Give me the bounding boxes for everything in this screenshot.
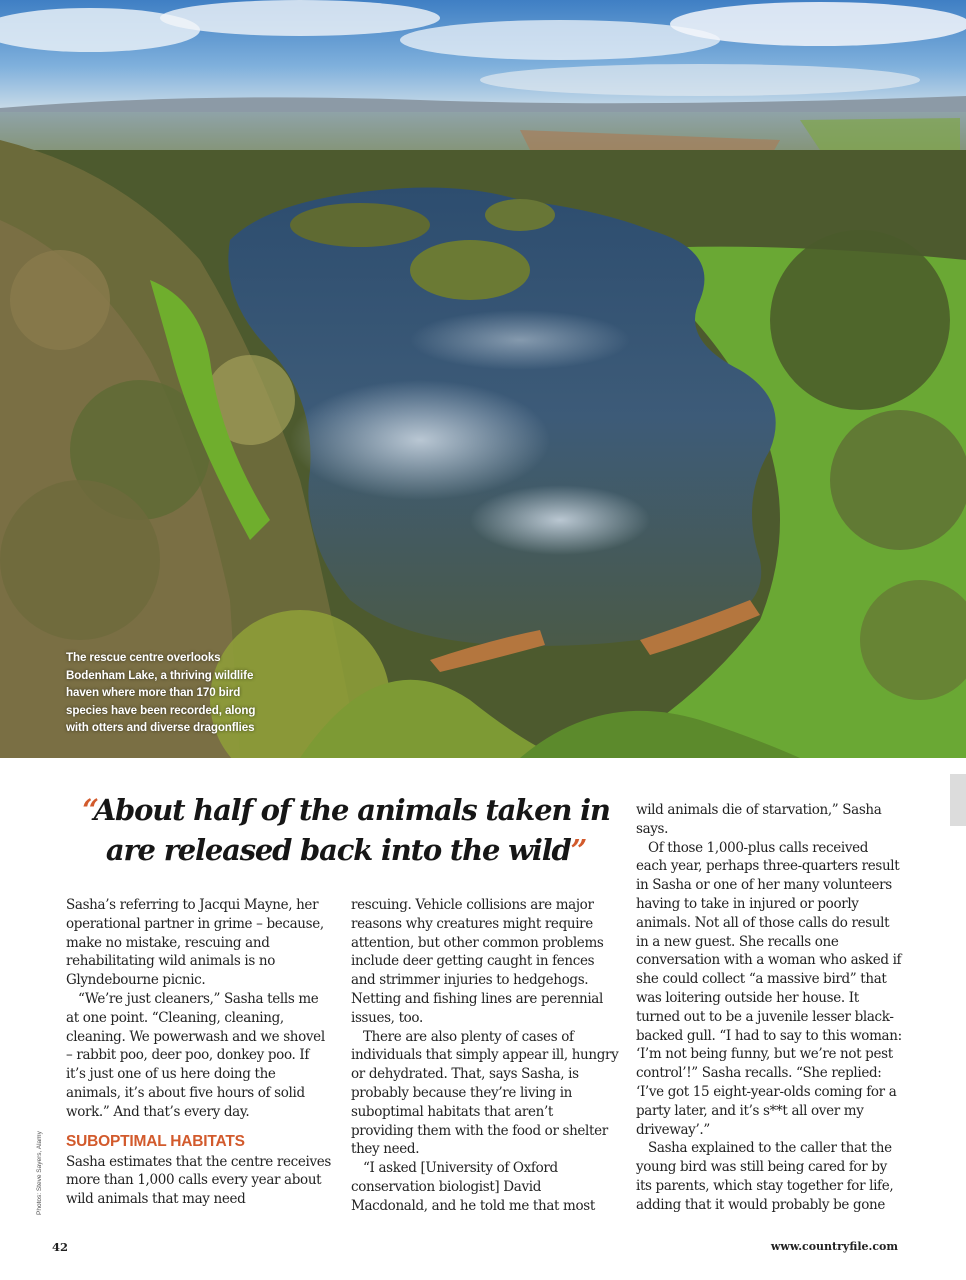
page-edge-tab <box>950 774 966 826</box>
body-paragraph: Sasha explained to the caller that the young bird was still being cared for by its parents, which stay together for life, adding that it would probably be gone <box>636 1140 894 1213</box>
photo-credit: Photos: Steve Sayers, Alamy <box>36 1131 43 1215</box>
body-paragraph: “We’re just cleaners,” Sasha tells me at one point. “Cleaning, cleaning, cleaning. We powerwash and we shovel – rabbit poo, deer poo, donkey poo. If it’s just one of us here doing the animals, it’s about five hours of solid work.” And that’s every day. <box>66 990 325 1120</box>
pull-quote-close-mark: ” <box>570 833 587 867</box>
body-paragraph: wild animals die of starvation,” Sasha says. <box>636 802 882 837</box>
pull-quote <box>66 790 626 870</box>
section-subhead: SUBOPTIMAL HABITATS <box>66 1132 245 1150</box>
body-paragraph: Sasha’s referring to Jacqui Mayne, her operational partner in grime – because, make no mistake, rescuing and rehabilitating wild animals is no Glyndebourne picnic. <box>66 897 324 989</box>
article-column-1 <box>66 896 332 1209</box>
body-paragraph: rescuing. Vehicle collisions are major reasons why creatures might require attention, but other common problems include deer getting caught in fences and strimmer injuries to hedgehogs. Netting and fishing lines are perennial issues, too. <box>351 897 604 1026</box>
body-paragraph: Of those 1,000-plus calls received each year, perhaps three-quarters result in Sasha or one of her many volunteers having to take in injured or poorly animals. Not all of those calls do result in a new guest. She recalls one conversation with a woman who asked if she could collect “a massive bird” that was loitering outside her house. It turned out to be a juvenile lesser black-backed gull. “I had to say to this woman: ‘I’m not being funny, but we’re not pest control’!” Sasha recalls. “She replied: ‘I’ve got 15 eight-year-olds coming for a party later, and it’s s**t all over my driveway’.” <box>636 839 902 1138</box>
photo-caption: The rescue centre overlooks Bodenham Lake, a thriving wildlife haven where more than 170 bird species have been recorded, along with otters and diverse dragonflies <box>66 651 256 735</box>
pull-quote-text: About half of the animals taken in are released back into the wild <box>93 793 610 867</box>
pull-quote-open-mark: “ <box>82 793 94 827</box>
article-column-3 <box>636 801 902 1215</box>
article-column-2 <box>351 896 619 1216</box>
body-paragraph: There are also plenty of cases of individuals that simply appear ill, hungry or dehydrated. That, says Sasha, is probably because they’re living in suboptimal habitats that aren’t providing them with the food or shelter they need. <box>351 1028 619 1158</box>
page-number: 42 <box>52 1240 69 1254</box>
website-url: www.countryfile.com <box>770 1240 898 1253</box>
body-paragraph: “I asked [University of Oxford conservation biologist] David Macdonald, and he told me that most <box>351 1160 595 1214</box>
body-paragraph: Sasha estimates that the centre receives more than 1,000 calls every year about wild animals that may need <box>66 1153 331 1208</box>
